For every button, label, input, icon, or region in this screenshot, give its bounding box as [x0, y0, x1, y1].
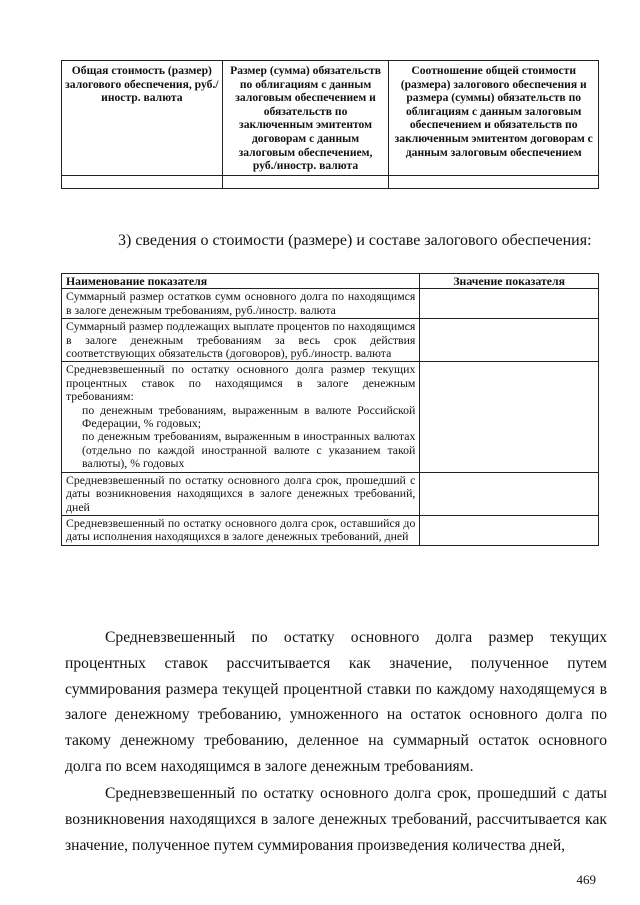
empty-cell	[222, 175, 389, 188]
row-label: Средневзвешенный по остатку основного долга срок, оставшийся до даты исполнения находящихся в залоге денежных требований, дней	[62, 515, 420, 545]
section-heading: 3) сведения о стоимости (размере) и составе залогового обеспечения:	[118, 232, 592, 249]
table-row	[62, 362, 599, 472]
empty-cell	[62, 175, 223, 188]
header-total-collateral-value: Общая стоимость (размер) залогового обеспечения, руб./иностр. валюта	[62, 61, 223, 176]
header-value-ratio: Соотношение общей стоимости (размера) залогового обеспечения и размера (суммы) обязательств по облигациям с данным залоговым обеспечением и обязательств по заключенным эмитентом договорам с данным залоговым обеспечением	[389, 61, 599, 176]
body-paragraph: Средневзвешенный по остатку основного долга размер текущих процентных ставок рассчитывается как значение, полученное путем суммирования размера текущей процентной ставки по каждому находящемуся в залоге денежному требованию, умноженного на остаток основного долга по такому денежному требованию, деленное на суммарный остаток основного долга по всем находящимся в залоге денежным требованиям.	[65, 629, 607, 775]
page-number: 469	[576, 872, 596, 887]
table-row	[62, 289, 599, 319]
collateral-ratio-table	[61, 60, 599, 189]
value-cell	[420, 515, 599, 545]
row-label-composite	[62, 362, 420, 472]
empty-cell	[389, 175, 599, 188]
value-cell	[420, 289, 599, 319]
header-indicator-name: Наименование показателя	[62, 274, 420, 289]
value-cell	[420, 362, 599, 472]
header-obligations-amount: Размер (сумма) обязательств по облигациям с данным залоговым обеспечением и обязательств по заключенным эмитентом договорам с данным залоговым обеспечением, руб./иностр. валюта	[222, 61, 389, 176]
table-row	[62, 515, 599, 545]
header-indicator-value: Значение показателя	[420, 274, 599, 289]
table-row	[62, 175, 599, 188]
table-row	[62, 319, 599, 362]
row-sublabel-rub: по денежным требованиям, выраженным в валюте Российской Федерации, % годовых;	[82, 402, 416, 431]
value-cell	[420, 319, 599, 362]
row-sublabel-foreign: по денежным требованиям, выраженным в иностранных валютах (отдельно по каждой иностранной валюте с указанием такой валюты), % годовых	[82, 429, 416, 471]
row-label: Средневзвешенный по остатку основного долга размер текущих процентных ставок по находящимся в залоге денежным требованиям:	[66, 362, 416, 404]
value-cell	[420, 472, 599, 515]
body-paragraph: Средневзвешенный по остатку основного долга срок, прошедший с даты возникновения находящихся в залоге денежных требований, рассчитывается как значение, полученное путем суммирования произведения количества дней,	[65, 785, 607, 854]
row-label: Суммарный размер остатков сумм основного долга по находящимся в залоге денежным требованиям, руб./иностр. валюта	[62, 289, 420, 319]
row-label: Суммарный размер подлежащих выплате процентов по находящимся в залоге денежным требованиям за весь срок действия соответствующих обязательств (договоров), руб./иностр. валюта	[62, 319, 420, 362]
row-label: Средневзвешенный по остатку основного долга срок, прошедший с даты возникновения находящихся в залоге денежных требований, дней	[62, 472, 420, 515]
collateral-indicators-table	[61, 273, 599, 546]
table-row	[62, 472, 599, 515]
